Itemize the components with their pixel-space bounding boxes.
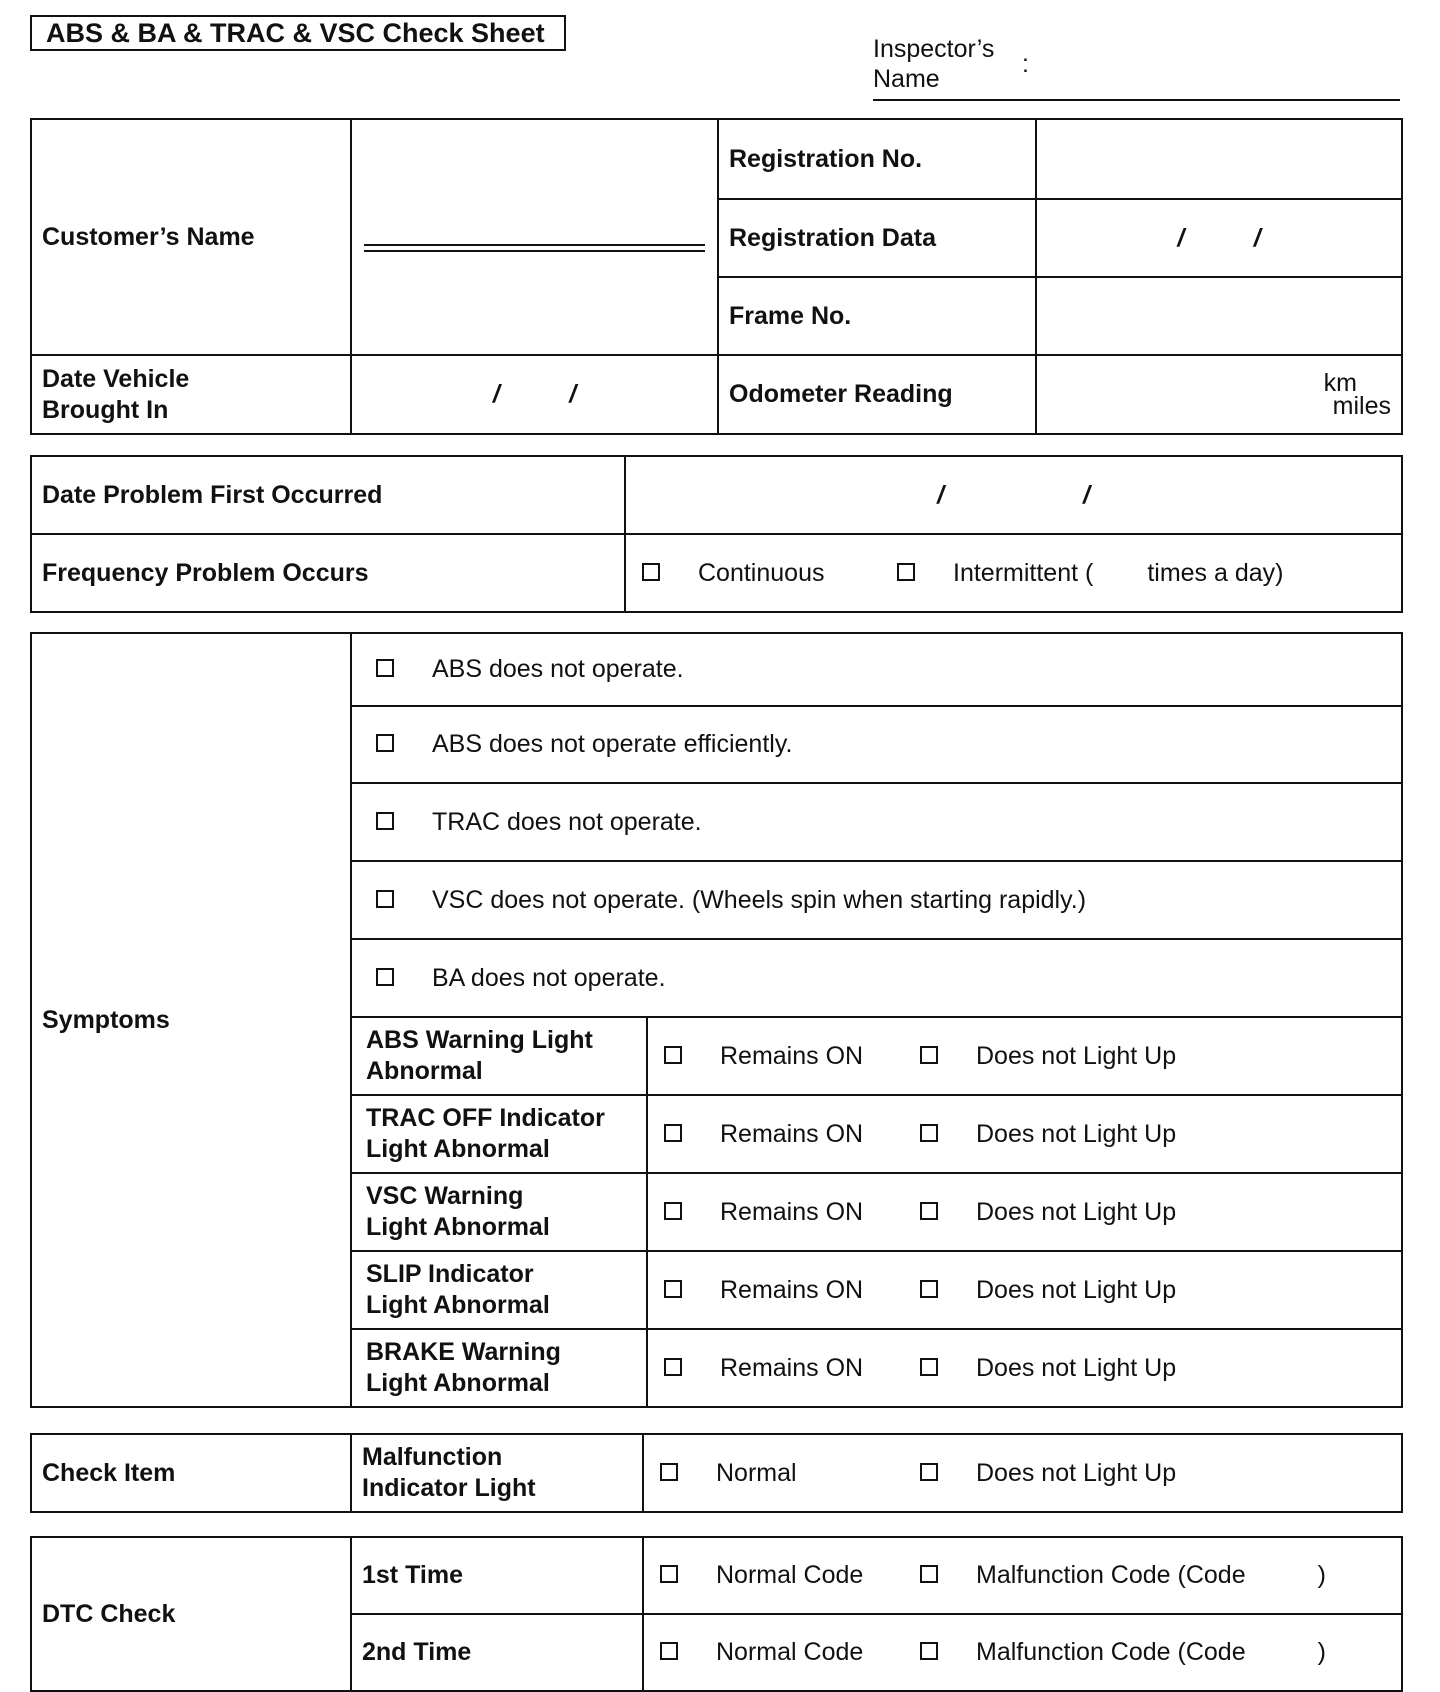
remains-on-option[interactable]: Remains ON (664, 1276, 920, 1305)
registration-no-label: Registration No. (718, 119, 1036, 199)
checkbox[interactable] (376, 968, 394, 986)
symptom-item[interactable]: BA does not operate. (351, 939, 1402, 1017)
checkbox[interactable] (376, 812, 394, 830)
dtc-first-time-label: 1st Time (351, 1537, 643, 1614)
light-status-options (647, 1251, 1402, 1329)
checkbox[interactable] (920, 1642, 938, 1660)
checkbox[interactable] (920, 1280, 938, 1298)
malfunction-indicator-light-label: Malfunction Indicator Light (351, 1434, 643, 1512)
inspector-colon: : (1022, 50, 1029, 78)
times-a-day-label: times a day) (1147, 558, 1284, 587)
customer-name-underline (364, 244, 705, 252)
checkbox[interactable] (897, 563, 915, 581)
light-status-options (647, 1017, 1402, 1095)
checkbox[interactable] (664, 1124, 682, 1142)
normal-option[interactable]: Normal (660, 1459, 920, 1488)
checkbox[interactable] (660, 1642, 678, 1660)
checkbox[interactable] (664, 1280, 682, 1298)
remains-on-option[interactable]: Remains ON (664, 1042, 920, 1071)
brake-warning-light-label: BRAKE Warning Light Abnormal (351, 1329, 647, 1407)
checkbox[interactable] (920, 1046, 938, 1064)
odometer-field[interactable] (1036, 355, 1402, 434)
inspector-name-label: Inspector’s Name (873, 35, 995, 93)
symptom-item[interactable]: ABS does not operate efficiently. (351, 706, 1402, 783)
abs-warning-light-label: ABS Warning Light Abnormal (351, 1017, 647, 1095)
checkbox[interactable] (920, 1124, 938, 1142)
does-not-light-up-option[interactable]: Does not Light Up (920, 1276, 1176, 1305)
light-status-options (647, 1329, 1402, 1407)
close-paren: ) (1317, 1561, 1326, 1589)
date-brought-in-field[interactable]: / / (351, 355, 718, 434)
symptom-item[interactable]: ABS does not operate. (351, 633, 1402, 706)
remains-on-option[interactable]: Remains ON (664, 1120, 920, 1149)
malfunction-code-option[interactable]: Malfunction Code (Code (920, 1561, 1246, 1590)
normal-code-option[interactable]: Normal Code (660, 1638, 920, 1667)
vehicle-info-table (30, 118, 1403, 435)
continuous-option[interactable]: Continuous (642, 559, 897, 588)
checkbox[interactable] (664, 1046, 682, 1064)
close-paren: ) (1317, 1638, 1326, 1666)
light-status-options (647, 1095, 1402, 1173)
symptom-item[interactable]: TRAC does not operate. (351, 783, 1402, 861)
intermittent-option[interactable]: Intermittent ( (897, 559, 1093, 588)
checkbox[interactable] (376, 890, 394, 908)
checkbox[interactable] (660, 1565, 678, 1583)
dtc-first-options (643, 1537, 1402, 1614)
does-not-light-up-option[interactable]: Does not Light Up (920, 1120, 1176, 1149)
slip-indicator-label: SLIP Indicator Light Abnormal (351, 1251, 647, 1329)
checkbox[interactable] (376, 659, 394, 677)
checkbox[interactable] (920, 1202, 938, 1220)
registration-data-field[interactable]: / / (1036, 199, 1402, 277)
does-not-light-up-option[interactable]: Does not Light Up (920, 1354, 1176, 1383)
does-not-light-up-option[interactable]: Does not Light Up (920, 1198, 1176, 1227)
frame-no-field[interactable] (1036, 277, 1402, 355)
odometer-unit-miles: miles (1332, 391, 1391, 420)
date-problem-first-field[interactable]: / / (625, 456, 1402, 534)
symptoms-label: Symptoms (31, 633, 351, 1407)
vsc-warning-light-label: VSC Warning Light Abnormal (351, 1173, 647, 1251)
odometer-unit-km: km (1323, 368, 1357, 397)
symptom-item[interactable]: VSC does not operate. (Wheels spin when starting rapidly.) (351, 861, 1402, 939)
registration-no-field[interactable] (1036, 119, 1402, 199)
dtc-check-table (30, 1536, 1403, 1692)
date-problem-first-label: Date Problem First Occurred (31, 456, 625, 534)
dtc-check-label: DTC Check (31, 1537, 351, 1691)
light-status-options (647, 1173, 1402, 1251)
check-item-label: Check Item (31, 1434, 351, 1512)
frequency-options (625, 534, 1402, 612)
checkbox[interactable] (920, 1358, 938, 1376)
dtc-second-options (643, 1614, 1402, 1691)
check-item-table (30, 1433, 1403, 1513)
remains-on-option[interactable]: Remains ON (664, 1198, 920, 1227)
sheet-title: ABS & BA & TRAC & VSC Check Sheet (30, 15, 566, 51)
checkbox[interactable] (642, 563, 660, 581)
registration-data-label: Registration Data (718, 199, 1036, 277)
dtc-second-time-label: 2nd Time (351, 1614, 643, 1691)
customer-name-label: Customer’s Name (31, 119, 351, 355)
checkbox[interactable] (660, 1463, 678, 1481)
checkbox[interactable] (664, 1358, 682, 1376)
does-not-light-up-option[interactable]: Does not Light Up (920, 1459, 1176, 1488)
date-brought-in-label: Date Vehicle Brought In (31, 355, 351, 434)
normal-code-option[interactable]: Normal Code (660, 1561, 920, 1590)
trac-off-indicator-label: TRAC OFF Indicator Light Abnormal (351, 1095, 647, 1173)
odometer-label: Odometer Reading (718, 355, 1036, 434)
checkbox[interactable] (376, 734, 394, 752)
customer-name-field[interactable] (351, 119, 718, 355)
checkbox[interactable] (664, 1202, 682, 1220)
frame-no-label: Frame No. (718, 277, 1036, 355)
checkbox[interactable] (920, 1463, 938, 1481)
inspector-name-field[interactable] (873, 99, 1400, 101)
check-item-options (643, 1434, 1402, 1512)
malfunction-code-option[interactable]: Malfunction Code (Code (920, 1638, 1246, 1667)
problem-table (30, 455, 1403, 613)
frequency-label: Frequency Problem Occurs (31, 534, 625, 612)
checkbox[interactable] (920, 1565, 938, 1583)
symptoms-table (30, 632, 1403, 1408)
remains-on-option[interactable]: Remains ON (664, 1354, 920, 1383)
does-not-light-up-option[interactable]: Does not Light Up (920, 1042, 1176, 1071)
